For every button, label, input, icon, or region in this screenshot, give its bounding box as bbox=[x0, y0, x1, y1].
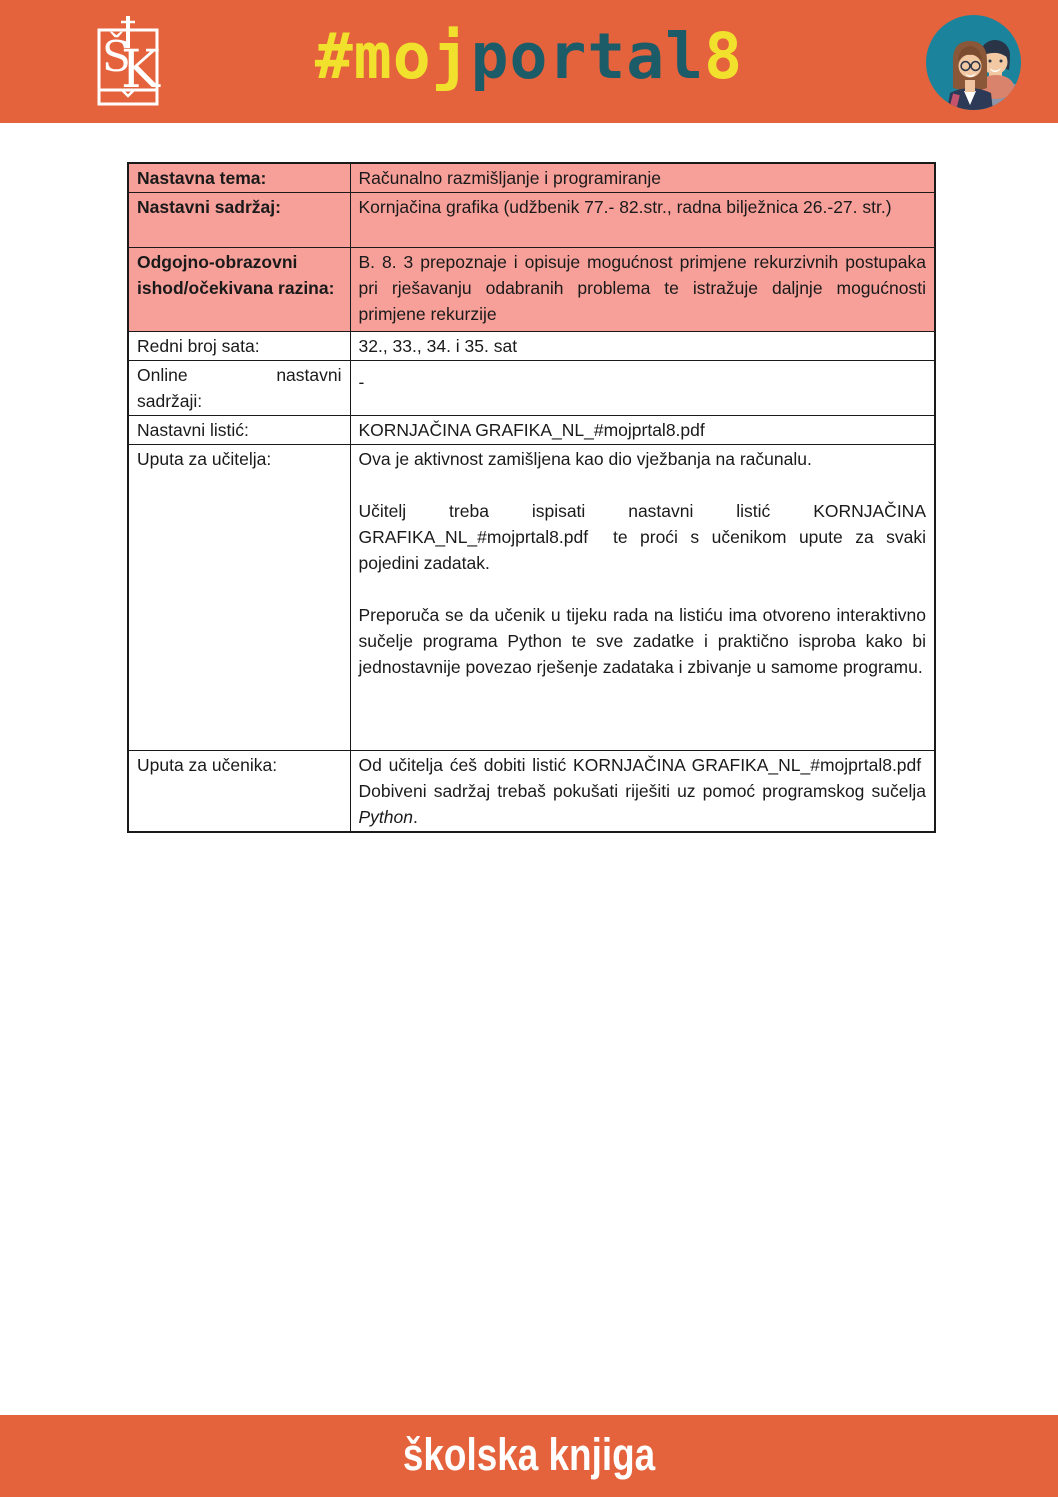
row-nastavni-sadrzaj bbox=[128, 193, 935, 248]
brand-title-hashmoj: #moj bbox=[314, 20, 471, 93]
uputa-ucitelja-value bbox=[350, 445, 935, 751]
uputa-ucitelja-label: Uputa za učitelja: bbox=[128, 445, 350, 751]
header-banner bbox=[0, 0, 1058, 123]
nastavna-tema-label: Nastavna tema: bbox=[128, 163, 350, 193]
redni-broj-label: Redni broj sata: bbox=[128, 332, 350, 361]
brand-title bbox=[0, 16, 1058, 98]
online-sadrzaji-value: - bbox=[350, 361, 935, 416]
nastavni-sadrzaj-label: Nastavni sadržaj: bbox=[128, 193, 350, 248]
uputa-ucenika-label: Uputa za učenika: bbox=[128, 751, 350, 833]
logo-letter-s: Š bbox=[102, 32, 131, 81]
brand-title-eight: 8 bbox=[704, 20, 744, 93]
row-uputa-ucitelja bbox=[128, 445, 935, 751]
lesson-plan-table bbox=[127, 162, 936, 833]
online-label-line2: sadržaji: bbox=[137, 391, 203, 411]
row-nastavna-tema bbox=[128, 163, 935, 193]
online-sadrzaji-label bbox=[128, 361, 350, 416]
python-italic: Python bbox=[358, 807, 413, 827]
row-ishod bbox=[128, 248, 935, 332]
row-uputa-ucenika bbox=[128, 751, 935, 833]
ishod-label: Odgojno-obrazovni ishod/očekivana razina: bbox=[128, 248, 350, 332]
uputa-ucenika-value: Od učitelja ćeš dobiti listić KORNJAČINA GRAFIKA_NL_#mojprtal8.pdf Dobiveni sadržaj trebaš pokušati riješiti uz pomoć programskog sučelja Python. bbox=[350, 751, 935, 833]
two-people-avatar-icon bbox=[925, 14, 1022, 111]
row-nastavni-listic bbox=[128, 416, 935, 445]
nastavni-listic-value: KORNJAČINA GRAFIKA_NL_#mojprtal8.pdf bbox=[350, 416, 935, 445]
row-redni-broj bbox=[128, 332, 935, 361]
redni-broj-value: 32., 33., 34. i 35. sat bbox=[350, 332, 935, 361]
row-online-sadrzaji bbox=[128, 361, 935, 416]
brand-title-portal: portal bbox=[470, 20, 705, 93]
uputa-ucitelja-p1: Ova je aktivnost zamišljena kao dio vježbanja na računalu. bbox=[358, 449, 812, 469]
footer-banner bbox=[0, 1415, 1058, 1497]
uputa-ucitelja-p2: Učitelj treba ispisati nastavni listić KORNJAČINA GRAFIKA_NL_#mojprtal8.pdf te proći s učenikom upute za svaki pojedini zadatak. bbox=[358, 501, 926, 573]
online-label-word1: Online bbox=[137, 365, 188, 385]
nastavna-tema-value: Računalno razmišljanje i programiranje bbox=[350, 163, 935, 193]
publisher-wordmark: školska knjiga bbox=[402, 1428, 656, 1480]
uputa-ucitelja-p3: Preporuča se da učenik u tijeku rada na listiću ima otvoreno interaktivno sučelje programa Python te sve zadatke i praktično isproba kako bi jednostavnije povezao rješenje zadataka i zbivanje u samome programu. bbox=[358, 605, 926, 677]
logo-letter-k: K bbox=[121, 40, 160, 100]
nastavni-sadrzaj-value: Kornjačina grafika (udžbenik 77.- 82.str., radna bilježnica 26.-27. str.) bbox=[350, 193, 935, 248]
nastavni-listic-label: Nastavni listić: bbox=[128, 416, 350, 445]
online-label-word2: nastavni bbox=[276, 365, 342, 385]
ishod-value: B. 8. 3 prepoznaje i opisuje mogućnost primjene rekurzivnih postupaka pri rješavanju odabranih problema te istražuje daljnje mogućnosti primjene rekurzije bbox=[350, 248, 935, 332]
